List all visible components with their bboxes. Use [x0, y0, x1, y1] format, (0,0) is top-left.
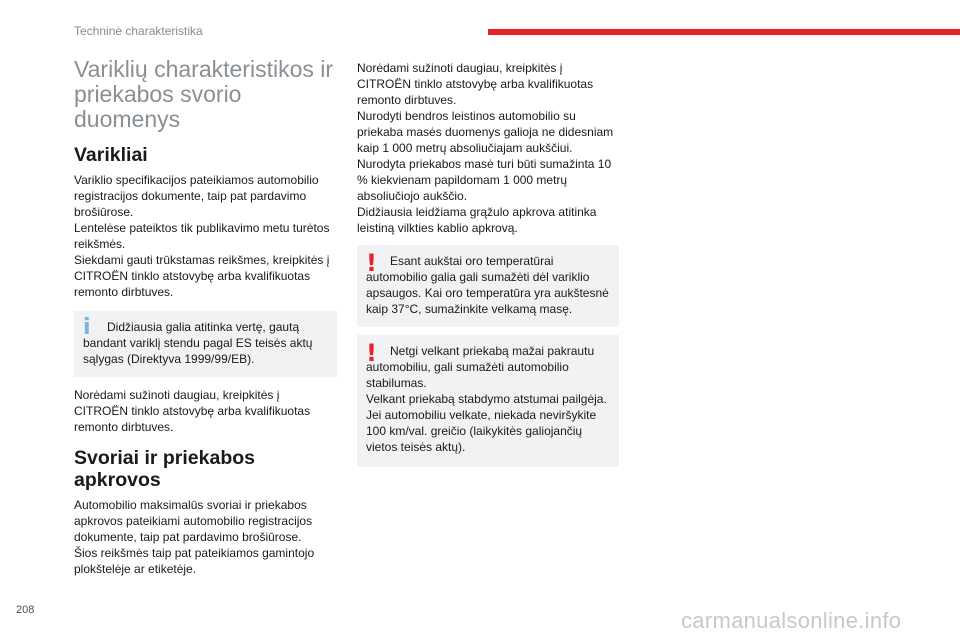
warning-note-2-text-c: Jei automobiliu velkate, niekada neviršykite 100 km/val. greičio (laikykitės galiojančių vietos teisės aktų). — [366, 408, 597, 454]
page-number: 208 — [16, 604, 35, 616]
weights-paragraph-1: Automobilio maksimalūs svoriai ir priekabos apkrovos pateikiami automobilio registracijos dokumente, taip pat pardavimo brošiūrose. — [74, 498, 313, 544]
right-paragraph-3: Nurodyta priekabos masė turi būti sumažinta 10 % kiekvienam papildomam 1 000 metrų absoliučiojo aukščio. — [357, 157, 612, 203]
watermark: carmanualsonline.info — [681, 608, 902, 633]
left-column — [74, 144, 336, 577]
right-paragraph-1: Norėdami sužinoti daugiau, kreipkitės į CITROËN tinklo atstovybę arba kvalifikuotas remonto dirbtuves. — [357, 61, 594, 107]
engines-heading: Varikliai — [74, 144, 148, 166]
weights-heading: Svoriai ir priekabos apkrovos — [74, 447, 255, 491]
info-note — [74, 311, 337, 377]
engines-paragraph-4: Norėdami sužinoti daugiau, kreipkitės į CITROËN tinklo atstovybę arba kvalifikuotas remonto dirbtuves. — [74, 388, 311, 434]
engines-paragraph-2: Lentelėse pateiktos tik publikavimo metu turėtos reikšmės. — [74, 221, 330, 251]
warning-note-2 — [357, 335, 619, 467]
header-title: Techninė charakteristika — [74, 24, 203, 38]
right-paragraph-2: Nurodyti bendros leistinos automobilio su priekaba masės duomenys galioja ne didesniam kaip 1 000 metrų absoliučiajam aukščiui. — [357, 109, 614, 155]
page-title: Variklių charakteristikos ir priekabos svorio duomenys — [74, 56, 334, 132]
engines-paragraph-1: Variklio specifikacijos pateikiamos automobilio registracijos dokumente, taip pat pardavimo brošiūrose. — [74, 173, 319, 219]
engines-paragraph-3: Siekdami gauti trūkstamas reikšmes, kreipkitės į CITROËN tinklo atstovybę arba kvalifikuotas remonto dirbtuves. — [74, 253, 330, 299]
warning-icon: ! — [366, 249, 377, 277]
right-column — [357, 60, 619, 467]
info-note-text: Didžiausia galia atitinka vertę, gautą bandant variklį stendu pagal ES teisės aktų sąlygas (Direktyva 1999/99/EB). — [83, 320, 313, 366]
weights-paragraph-2: Šios reikšmės taip pat pateikiamos gamintojo plokštelėje ar etiketėje. — [74, 546, 315, 576]
warning-note-1 — [357, 245, 619, 327]
warning-note-2-text-a: Netgi velkant priekabą mažai pakrautu automobiliu, gali sumažėti automobilio stabilumas. — [366, 344, 595, 390]
right-paragraph-4: Didžiausia leidžiama grąžulo apkrova atitinka leistiną vilkties kablio apkrovą. — [357, 205, 597, 235]
warning-icon: ! — [366, 339, 377, 367]
warning-note-2-text-b: Velkant priekabą stabdymo atstumai pailgėja. — [366, 392, 607, 406]
info-icon: i — [83, 315, 91, 340]
warning-note-1-text: Esant aukštai oro temperatūrai automobilio galia gali sumažėti dėl variklio apsaugos. Kai oro temperatūra yra aukštesnė kaip 37°C, sumažinkite velkamą masę. — [366, 254, 609, 316]
header-accent-bar — [488, 29, 960, 35]
